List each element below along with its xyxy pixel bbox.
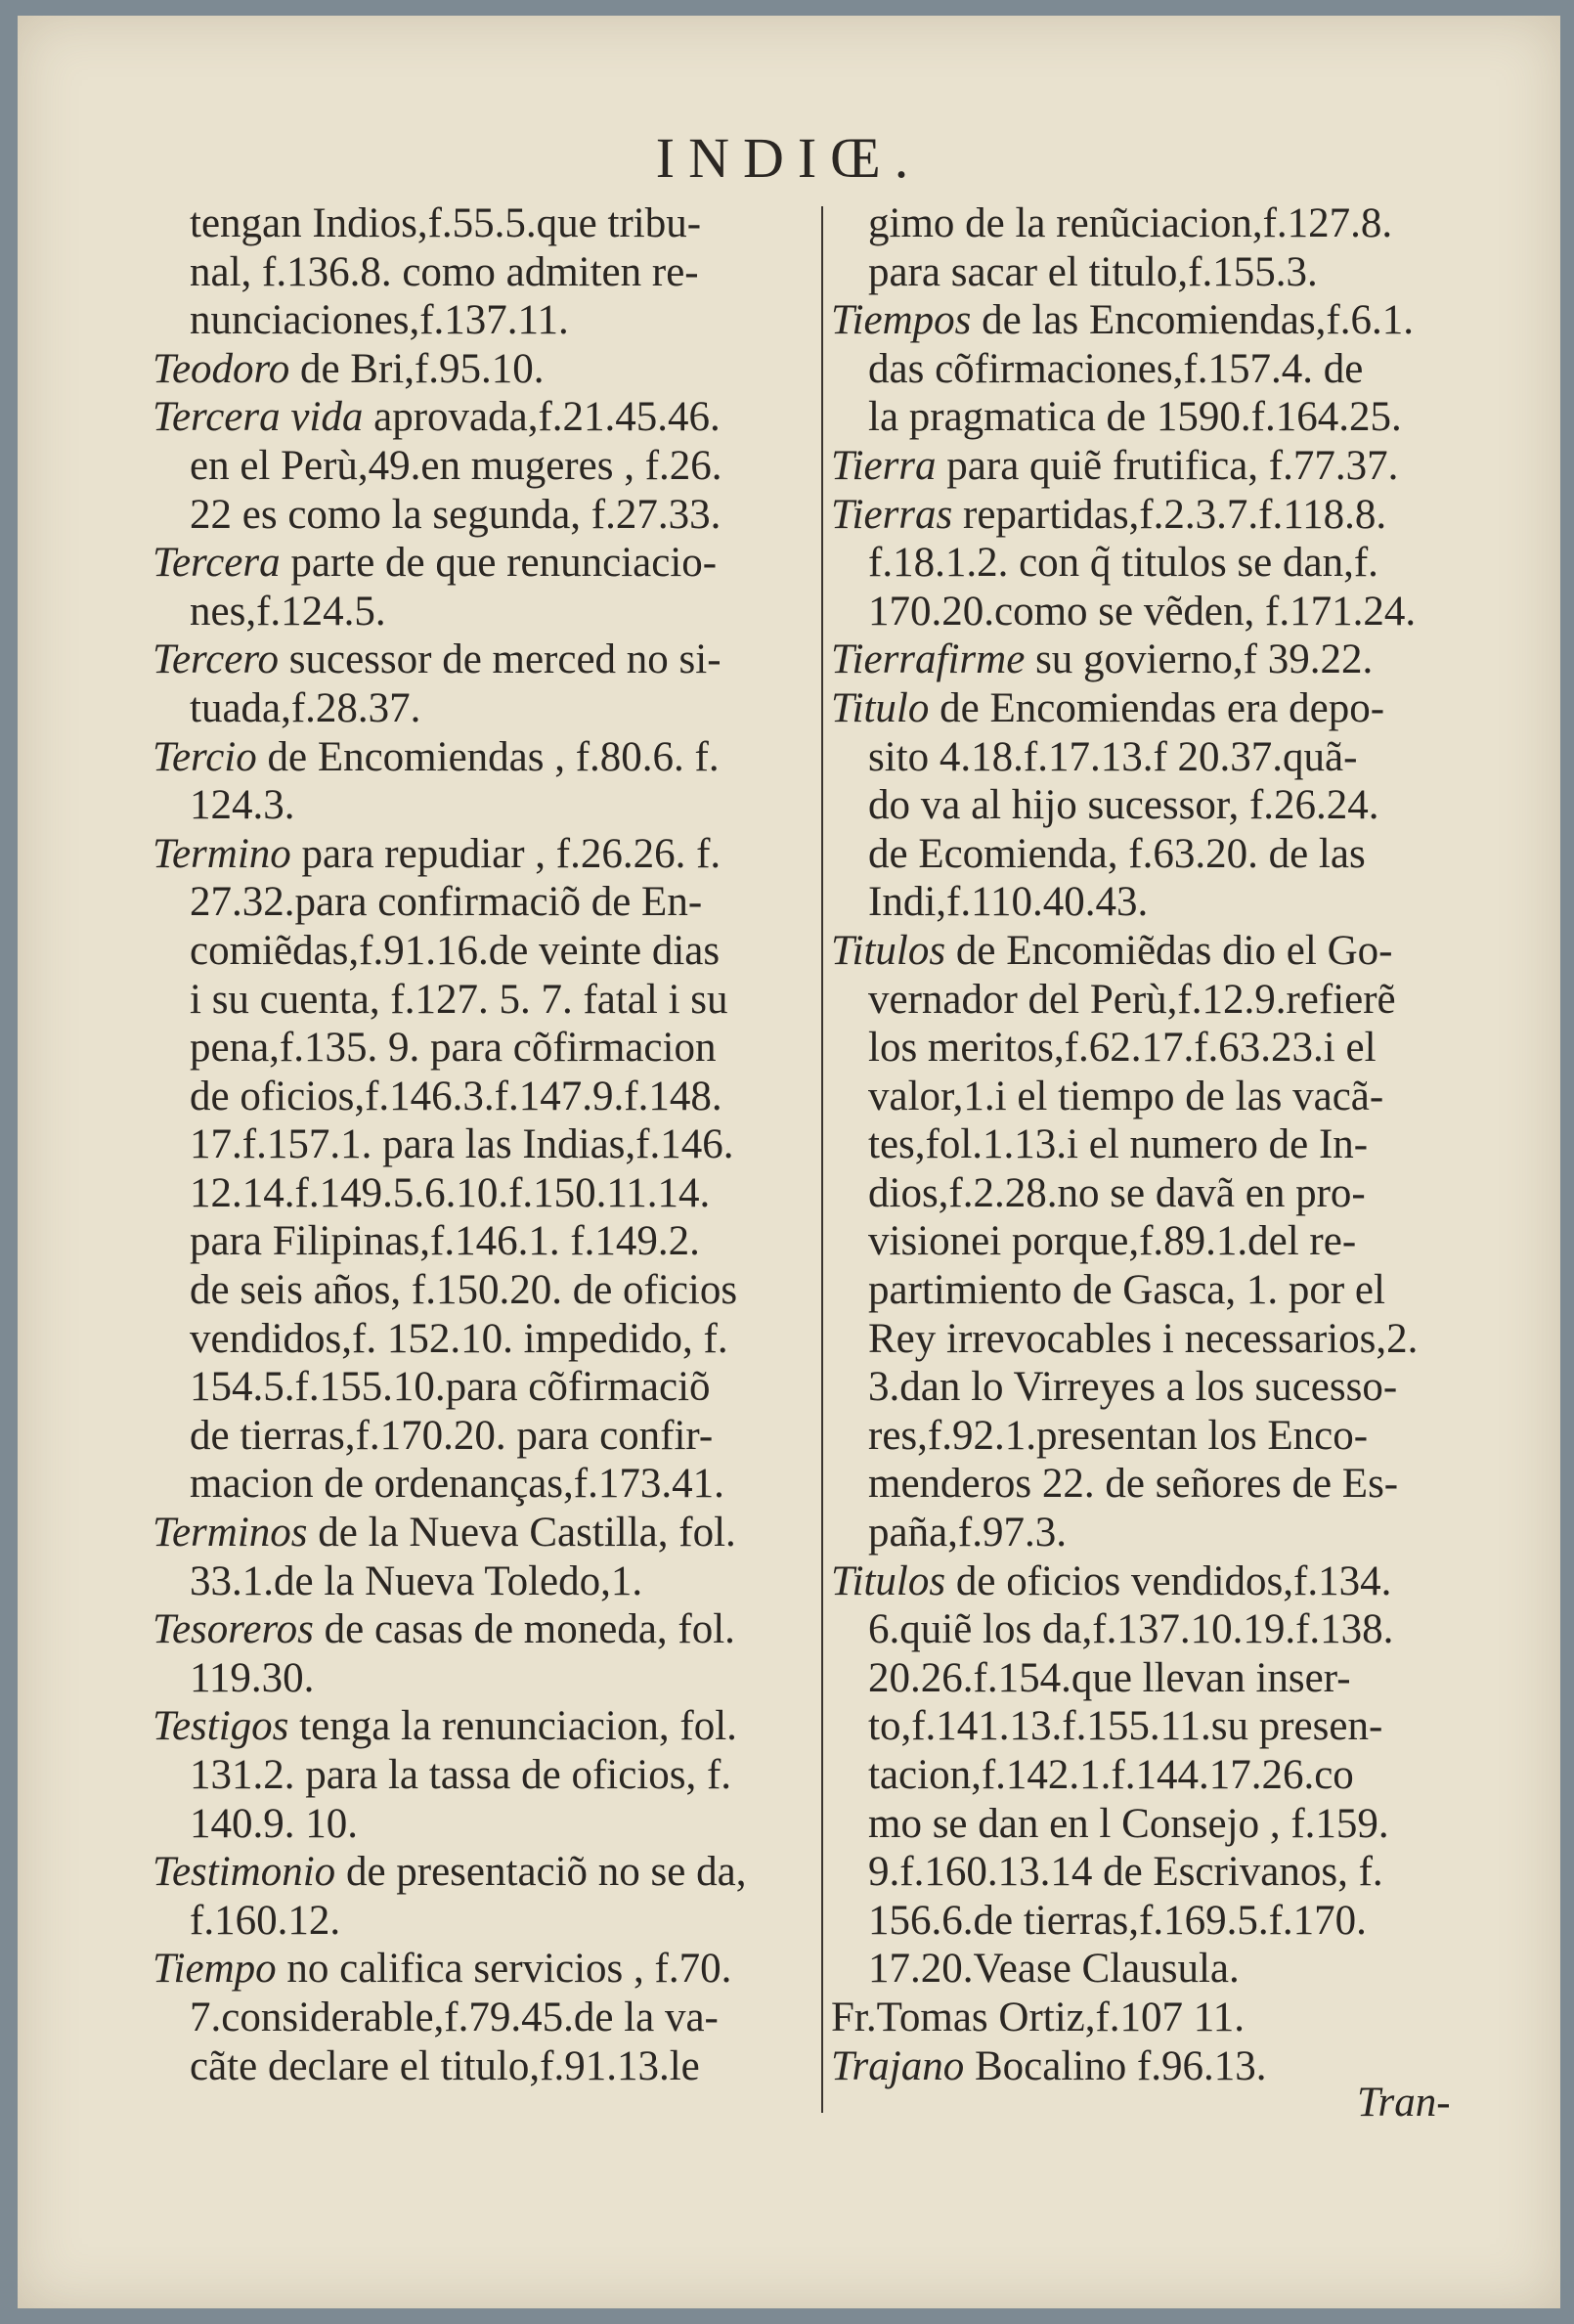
index-line	[153, 1897, 817, 1946]
index-entry-text: nunciaciones,f.137.11.	[190, 297, 569, 344]
index-line	[831, 199, 1515, 248]
index-line	[153, 1994, 817, 2042]
index-line	[153, 248, 817, 297]
index-line	[153, 1848, 817, 1897]
index-line	[153, 1169, 817, 1218]
index-entry-text: 131.2. para la tassa de oficios, f.	[190, 1752, 732, 1798]
index-entry-text: para sacar el titulo,f.155.3.	[868, 248, 1318, 295]
index-headword: Tercio	[153, 733, 257, 780]
index-line	[831, 1654, 1515, 1703]
index-line	[831, 345, 1515, 394]
index-line	[831, 1848, 1515, 1897]
index-headword: Tierra	[831, 442, 937, 489]
index-entry-text: tacion,f.142.1.f.144.17.26.co	[868, 1752, 1354, 1798]
index-entry-text: vendidos,f. 152.10. impedido, f.	[190, 1315, 728, 1362]
index-line	[153, 491, 817, 540]
index-line	[153, 976, 817, 1025]
index-headword: Tierrafirme	[831, 636, 1026, 683]
index-line	[153, 1120, 817, 1169]
index-entry-text: res,f.92.1.presentan los Enco-	[868, 1412, 1369, 1459]
index-entry-text: sucessor de merced no si-	[279, 636, 721, 683]
index-line	[153, 1751, 817, 1800]
index-entry-text: no califica servicios , f.70.	[276, 1946, 732, 1993]
index-entry-text: 20.26.f.154.que llevan inser-	[868, 1654, 1351, 1701]
index-line	[831, 781, 1515, 830]
index-entry-text: tengan Indios,f.55.5.que tribu-	[190, 200, 702, 246]
index-line	[153, 878, 817, 927]
index-headword: Tesoreros	[153, 1606, 314, 1653]
index-entry-text: 6.quiẽ los da,f.137.10.19.f.138.	[868, 1606, 1394, 1653]
index-line	[153, 1460, 817, 1509]
index-entry-text: tes,fol.1.13.i el numero de In-	[868, 1121, 1369, 1168]
index-line	[153, 1702, 817, 1751]
right-index-column	[831, 199, 1515, 2090]
index-line	[831, 684, 1515, 733]
index-entry-text: en el Perù,49.en mugeres , f.26.	[190, 442, 722, 489]
index-headword: Testigos	[153, 1703, 289, 1750]
index-entry-text: nal, f.136.8. como admiten re-	[190, 248, 699, 295]
index-headword: Titulo	[831, 684, 930, 731]
index-entry-text: de oficios,f.146.3.f.147.9.f.148.	[190, 1073, 722, 1119]
index-line	[831, 733, 1515, 782]
index-line	[831, 588, 1515, 636]
index-headword: Tiempos	[831, 297, 972, 344]
index-line	[153, 296, 817, 345]
index-line	[153, 1605, 817, 1654]
index-line	[831, 539, 1515, 588]
index-entry-text: menderos 22. de señores de Es-	[868, 1461, 1399, 1508]
index-line	[153, 1315, 817, 1364]
index-entry-text: mo se dan en l Consejo , f.159.	[868, 1800, 1389, 1847]
index-headword: Termino	[153, 830, 291, 877]
index-entry-text: valor,1.i el tiempo de las vacã-	[868, 1073, 1384, 1119]
index-entry-text: su govierno,f 39.22.	[1025, 636, 1374, 683]
index-line	[153, 345, 817, 394]
index-line	[153, 1266, 817, 1315]
index-line	[831, 1024, 1515, 1073]
index-line	[153, 1800, 817, 1849]
index-line	[153, 442, 817, 491]
index-line	[153, 539, 817, 588]
index-line	[153, 830, 817, 879]
index-entry-text: aprovada,f.21.45.46.	[363, 394, 721, 441]
index-headword: Tercera vida	[153, 394, 364, 441]
index-entry-text: f.160.12.	[190, 1897, 341, 1944]
index-entry-text: 22 es como la segunda, f.27.33.	[190, 491, 721, 538]
index-entry-text: los meritos,f.62.17.f.63.23.i el	[868, 1025, 1377, 1072]
index-entry-text: 33.1.de la Nueva Toledo,1.	[190, 1557, 643, 1604]
index-entry-text: 9.f.160.13.14 de Escrivanos, f.	[868, 1849, 1383, 1896]
index-entry-text: 3.dan lo Virreyes a los sucesso-	[868, 1364, 1398, 1411]
index-entry-text: partimiento de Gasca, 1. por el	[868, 1267, 1385, 1314]
index-line	[153, 1363, 817, 1412]
index-line	[831, 442, 1515, 491]
index-line	[831, 1994, 1515, 2042]
index-entry-text: de las Encomiendas,f.6.1.	[971, 297, 1414, 344]
book-page	[18, 16, 1560, 2308]
index-entry-text: vernador del Perù,f.12.9.refierẽ	[868, 976, 1396, 1023]
index-line	[831, 1751, 1515, 1800]
index-entry-text: Bocalino f.96.13.	[964, 2042, 1267, 2089]
index-headword: Testimonio	[153, 1849, 336, 1896]
index-entry-text: tuada,f.28.37.	[190, 684, 421, 731]
index-line	[831, 1363, 1515, 1412]
index-entry-text: de Encomiendas , f.80.6. f.	[256, 733, 720, 780]
index-line	[153, 588, 817, 636]
index-entry-text: das cõfirmaciones,f.157.4. de	[868, 345, 1364, 392]
index-entry-text: 156.6.de tierras,f.169.5.f.170.	[868, 1897, 1367, 1944]
index-line	[153, 1654, 817, 1703]
index-entry-text: Rey irrevocables i necessarios,2.	[868, 1315, 1419, 1362]
index-entry-text: de Bri,f.95.10.	[289, 345, 545, 392]
index-entry-text: do va al hijo sucessor, f.26.24.	[868, 782, 1379, 829]
index-line	[831, 1073, 1515, 1121]
index-headword: Teodoro	[153, 345, 290, 392]
index-line	[831, 878, 1515, 927]
index-entry-text: de tierras,f.170.20. para confir-	[190, 1412, 714, 1459]
index-line	[831, 393, 1515, 442]
index-entry-text: parte de que renunciacio-	[280, 540, 718, 587]
index-line	[831, 1169, 1515, 1218]
index-line	[153, 733, 817, 782]
index-line	[153, 1557, 817, 1606]
index-line	[153, 2042, 817, 2091]
index-entry-text: de casas de moneda, fol.	[313, 1606, 735, 1653]
index-line	[831, 976, 1515, 1025]
index-entry-text: to,f.141.13.f.155.11.su presen-	[868, 1703, 1383, 1750]
index-entry-text: 170.20.como se vẽden, f.171.24.	[868, 588, 1417, 635]
index-entry-text: 7.considerable,f.79.45.de la va-	[190, 1994, 719, 2040]
index-entry-text: para quiẽ frutifica, f.77.37.	[936, 442, 1399, 489]
index-entry-text: de Encomiendas era depo-	[929, 684, 1385, 731]
index-entry-text: Fr.Tomas Ortiz,f.107 11.	[831, 1994, 1245, 2040]
index-line	[831, 830, 1515, 879]
index-entry-text: nes,f.124.5.	[190, 588, 386, 635]
index-headword: Trajano	[831, 2042, 965, 2089]
index-headword: Titulos	[831, 927, 946, 974]
index-line	[153, 684, 817, 733]
index-entry-text: la pragmatica de 1590.f.164.25.	[868, 394, 1402, 441]
index-line	[831, 1412, 1515, 1461]
index-entry-text: 27.32.para confirmaciõ de En-	[190, 879, 703, 926]
index-line	[831, 1800, 1515, 1849]
index-entry-text: paña,f.97.3.	[868, 1510, 1067, 1557]
index-line	[831, 296, 1515, 345]
index-line	[831, 1217, 1515, 1266]
index-line	[831, 1120, 1515, 1169]
index-entry-text: tenga la renunciacion, fol.	[288, 1703, 737, 1750]
index-line	[153, 927, 817, 976]
index-headword: Tercera	[153, 540, 281, 587]
index-line	[153, 1024, 817, 1073]
index-entry-text: 17.f.157.1. para las Indias,f.146.	[190, 1121, 734, 1168]
left-index-column	[153, 199, 817, 2090]
index-line	[831, 1460, 1515, 1509]
index-entry-text: sito 4.18.f.17.13.f 20.37.quã-	[868, 733, 1358, 780]
index-entry-text: i su cuenta, f.127. 5. 7. fatal i su	[190, 976, 728, 1023]
index-line	[831, 1945, 1515, 1994]
index-line	[831, 1605, 1515, 1654]
index-entry-text: repartidas,f.2.3.7.f.118.8.	[952, 491, 1387, 538]
index-entry-text: para repudiar , f.26.26. f.	[290, 830, 721, 877]
index-entry-text: de seis años, f.150.20. de oficios	[190, 1267, 738, 1314]
index-entry-text: 119.30.	[190, 1654, 315, 1701]
index-entry-text: f.18.1.2. con q̃ titulos se dan,f.	[868, 540, 1378, 587]
index-headword: Terminos	[153, 1510, 308, 1557]
index-line	[153, 1073, 817, 1121]
index-entry-text: de Ecomienda, f.63.20. de las	[868, 830, 1366, 877]
column-divider	[821, 206, 823, 2113]
index-line	[831, 927, 1515, 976]
index-entry-text: visionei porque,f.89.1.del re-	[868, 1218, 1357, 1265]
index-line	[831, 1557, 1515, 1606]
index-entry-text: cãte declare el titulo,f.91.13.le	[190, 2042, 700, 2089]
index-line	[153, 1217, 817, 1266]
index-line	[831, 1266, 1515, 1315]
index-entry-text: de Encomiẽdas dio el Go-	[945, 927, 1393, 974]
index-entry-text: comiẽdas,f.91.16.de veinte dias	[190, 927, 721, 974]
index-entry-text: 12.14.f.149.5.6.10.f.150.11.14.	[190, 1169, 711, 1216]
index-line	[153, 1412, 817, 1461]
index-entry-text: Indi,f.110.40.43.	[868, 879, 1149, 926]
index-line	[831, 1897, 1515, 1946]
index-entry-text: de presentaciõ no se da,	[335, 1849, 747, 1896]
index-line	[153, 393, 817, 442]
index-entry-text: 17.20.Vease Clausula.	[868, 1946, 1240, 1993]
index-headword: Tierras	[831, 491, 953, 538]
index-line	[831, 1702, 1515, 1751]
index-line	[153, 781, 817, 830]
index-line	[153, 1509, 817, 1557]
running-header: INDIŒ.	[655, 126, 923, 190]
index-entry-text: de oficios vendidos,f.134.	[945, 1557, 1392, 1604]
index-line	[831, 248, 1515, 297]
index-entry-text: de la Nueva Castilla, fol.	[307, 1510, 736, 1557]
index-entry-text: pena,f.135. 9. para cõfirmacion	[190, 1025, 717, 1072]
index-line	[831, 636, 1515, 684]
index-line	[831, 1509, 1515, 1557]
index-line	[153, 636, 817, 684]
index-entry-text: 124.3.	[190, 782, 295, 829]
index-entry-text: 154.5.f.155.10.para cõfirmaciõ	[190, 1364, 711, 1411]
index-entry-text: dios,f.2.28.no se davã en pro-	[868, 1169, 1366, 1216]
index-entry-text: para Filipinas,f.146.1. f.149.2.	[190, 1218, 700, 1265]
index-headword: Tercero	[153, 636, 279, 683]
index-headword: Titulos	[831, 1557, 946, 1604]
index-entry-text: 140.9. 10.	[190, 1800, 358, 1847]
index-entry-text: gimo de la renũciacion,f.127.8.	[868, 200, 1393, 246]
catchword: Tran-	[1357, 2080, 1451, 2126]
index-entry-text: macion de ordenanças,f.173.41.	[190, 1461, 724, 1508]
index-line	[831, 1315, 1515, 1364]
index-line	[831, 491, 1515, 540]
index-line	[153, 1945, 817, 1994]
index-line	[153, 199, 817, 248]
index-headword: Tiempo	[153, 1946, 277, 1993]
